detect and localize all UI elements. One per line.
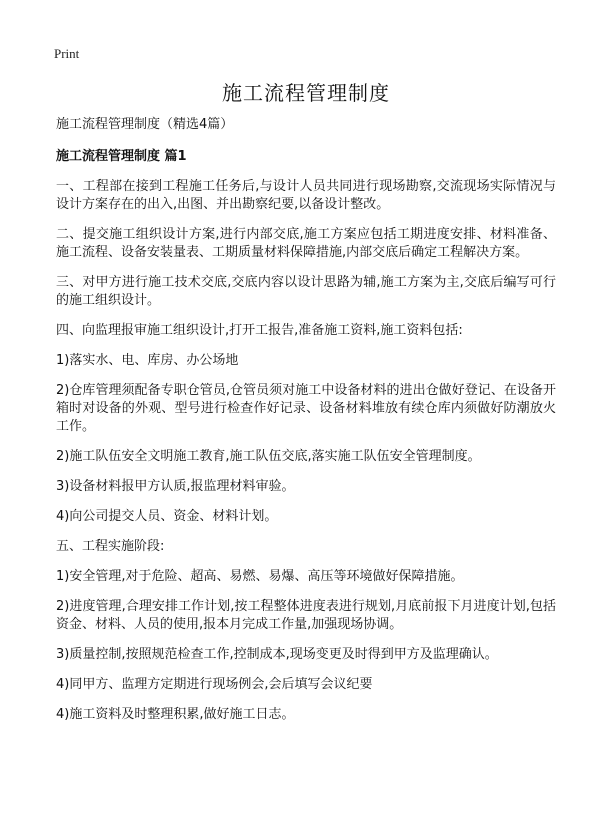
paragraph: 三、对甲方进行施工技术交底,交底内容以设计思路为辅,施工方案为主,交底后编写可行的施工组织设计。 bbox=[56, 275, 556, 308]
paragraph: 4)同甲方、监理方定期进行现场例会,会后填写会议纪要 bbox=[56, 677, 373, 692]
section-heading: 施工流程管理制度 篇1 bbox=[56, 149, 187, 164]
paragraph: 1)安全管理,对于危险、超高、易燃、易爆、高压等环境做好保障措施。 bbox=[56, 569, 464, 584]
paragraph: 4)向公司提交人员、资金、材料计划。 bbox=[56, 509, 278, 524]
paragraph: 五、工程实施阶段: bbox=[56, 539, 165, 554]
document-title: 施工流程管理制度 bbox=[222, 81, 390, 105]
paragraph: 3)质量控制,按照规范检查工作,控制成本,现场变更及时得到甲方及监理确认。 bbox=[56, 647, 498, 662]
paragraph: 四、向监理报审施工组织设计,打开工报告,准备施工资料,施工资料包括: bbox=[56, 323, 463, 338]
document-body bbox=[56, 178, 556, 724]
paragraph: 1)落实水、电、库房、办公场地 bbox=[56, 353, 239, 368]
paragraph: 2)施工队伍安全文明施工教育,施工队伍交底,落实施工队伍安全管理制度。 bbox=[56, 449, 481, 464]
paragraph: 二、提交施工组织设计方案,进行内部交底,施工方案应包括工期进度安排、材料准备、施工流程、设备安装量表、工期质量材料保障措施,内部交底后确定工程解决方案。 bbox=[56, 227, 556, 260]
paragraph: 2)进度管理,合理安排工作计划,按工程整体进度表进行规划,月底前报下月进度计划,包括资金、材料、人员的使用,报本月完成工作量,加强现场协调。 bbox=[56, 599, 556, 632]
document-subtitle: 施工流程管理制度（精选4篇） bbox=[56, 117, 234, 132]
paragraph: 3)设备材料报甲方认质,报监理材料审验。 bbox=[56, 479, 295, 494]
paragraph: 4)施工资料及时整理积累,做好施工日志。 bbox=[56, 707, 295, 722]
print-label: Print bbox=[54, 46, 80, 61]
paragraph: 2)仓库管理须配备专职仓管员,仓管员须对施工中设备材料的进出仓做好登记、在设备开箱时对设备的外观、型号进行检查作好记录、设备材料堆放有续仓库内须做好防潮放火工作。 bbox=[56, 383, 556, 434]
paragraph: 一、工程部在接到工程施工任务后,与设计人员共同进行现场勘察,交流现场实际情况与设计方案存在的出入,出图、并出勘察纪要,以备设计整改。 bbox=[56, 179, 556, 212]
